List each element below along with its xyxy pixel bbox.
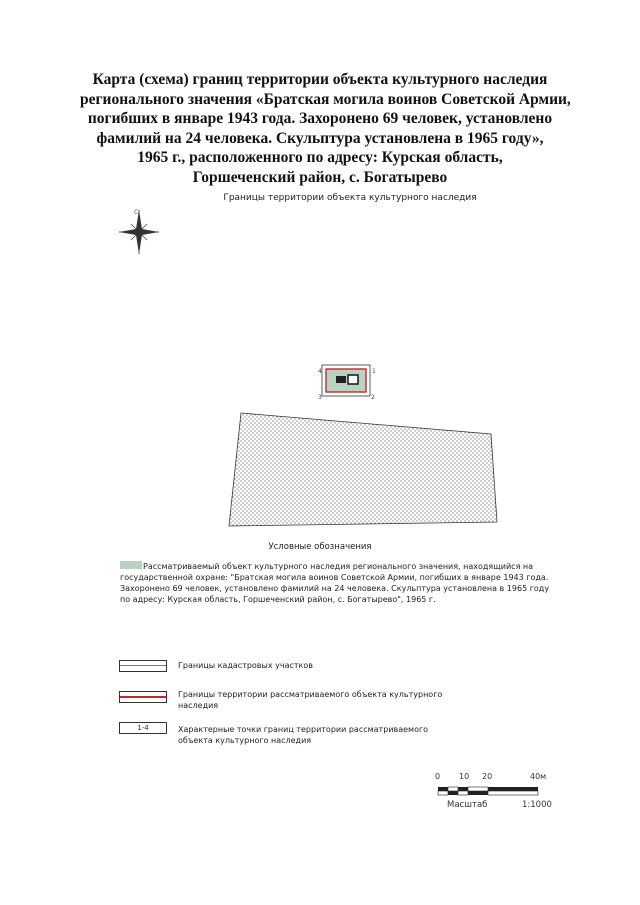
title-line: погибших в январе 1943 года. Захоронено 69 человек, установлено [87, 110, 553, 127]
scale-label: Масштаб [447, 800, 488, 810]
territory-border-symbol [119, 691, 167, 703]
heritage-territory [322, 365, 370, 396]
legend-item-points [178, 724, 428, 746]
boundary-points-symbol: 1-4 [119, 722, 167, 734]
scale-tick-20: 20 [482, 772, 493, 781]
scale-tick-40: 40м [530, 772, 547, 781]
scale-tick-0: 0 [435, 772, 441, 781]
boundary-point-2: 2 [371, 394, 375, 401]
title-line: регионального значения «Братская могила воинов Советской Армии, [80, 90, 571, 108]
north-label: С [134, 209, 139, 216]
legend-object-line: Рассматриваемый объект культурного наследия регионального значения, находящийся на [143, 562, 534, 571]
boundary-point-4: 4 [318, 368, 322, 375]
legend-object-line: Захоронено 69 человек, установлено фамилий на 24 человека. Скульптура установлена в 1965 году [120, 584, 550, 593]
scale-bar [438, 787, 538, 795]
legend-object-entry [120, 561, 550, 605]
title-line: фамилий на 24 человека. Скульптура установлена в 1965 году», [96, 129, 544, 147]
object-swatch-icon [120, 561, 142, 569]
title-line: 1965 г., расположенного по адресу: Курская область, [137, 149, 503, 166]
legend-item-text: наследия [178, 701, 219, 710]
cadastral-parcel [229, 413, 497, 526]
legend-item-territory [178, 689, 442, 711]
legend-object-line: по адресу: Курская область, Горшеченский район, с. Богатырево", 1965 г. [120, 595, 436, 604]
title-line: Карта (схема) границ территории объекта культурного наследия [92, 71, 548, 88]
legend-item-text: Границы кадастровых участков [178, 661, 313, 670]
scale-ratio: 1:1000 [522, 800, 552, 810]
boundary-point-3: 3 [318, 394, 322, 401]
scale-tick-10: 10 [459, 772, 470, 781]
map-caption: Границы территории объекта культурного наследия [223, 193, 477, 203]
legend-item-text: Характерные точки границ территории рассматриваемого [178, 725, 429, 734]
legend-item-text: Границы территории рассматриваемого объекта культурного [178, 690, 443, 699]
legend-item-text: объекта культурного наследия [178, 736, 312, 745]
north-arrow-icon [119, 210, 159, 254]
legend-object-line: государственной охране: "Братская могила воинов Советской Армии, погибших в январе 1943 года. [120, 573, 549, 582]
title-line: Горшеченский район, с. Богатырево [192, 168, 448, 186]
legend-title: Условные обозначения [268, 542, 372, 552]
boundary-point-1: 1 [372, 368, 376, 375]
legend-item-cadastral [178, 660, 313, 671]
cadastral-border-symbol [119, 660, 167, 672]
